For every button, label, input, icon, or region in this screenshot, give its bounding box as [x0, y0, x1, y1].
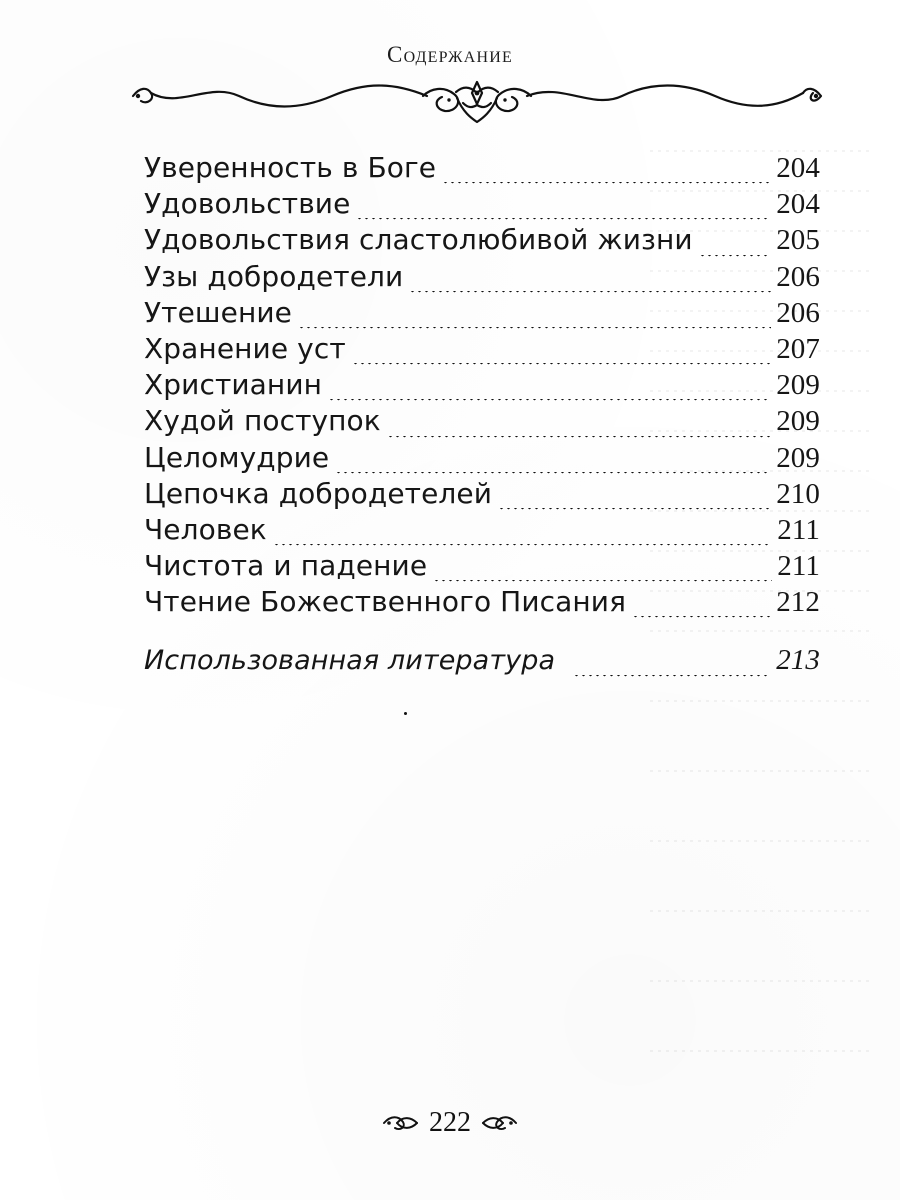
- dot-leader: [433, 580, 772, 582]
- toc-entry-page: 210: [776, 477, 820, 510]
- toc-row: [144, 259, 820, 299]
- toc-row: [144, 440, 820, 480]
- toc-entry-page: 211: [777, 513, 820, 546]
- dot-leader: [498, 508, 771, 510]
- toc-entry-page: 209: [776, 405, 820, 438]
- show-through-line: [650, 700, 870, 702]
- toc-entry-page: 207: [776, 332, 820, 365]
- dot-leader: [442, 182, 771, 184]
- small-dot-mark: [404, 712, 407, 715]
- toc-row: [144, 331, 820, 371]
- table-of-contents: [144, 151, 820, 683]
- toc-row: [144, 404, 820, 443]
- toc-entry-page: 211: [777, 550, 820, 583]
- toc-entry-title: Узы добродетели: [144, 259, 404, 293]
- dot-leader: [573, 675, 771, 677]
- toc-row: [144, 187, 820, 226]
- toc-entry-page: 212: [776, 586, 820, 619]
- page-number: 222: [429, 1107, 471, 1138]
- toc-entry-title: Человек: [144, 512, 267, 546]
- show-through-line: [650, 840, 870, 842]
- toc-row: [144, 295, 820, 335]
- toc-entry-title: Хранение уст: [144, 331, 346, 365]
- literature-title: Использованная литература: [144, 645, 556, 677]
- toc-entry-page: 204: [776, 188, 820, 221]
- toc-entry-title: Целомудрие: [144, 440, 330, 474]
- show-through-line: [650, 910, 870, 912]
- dot-leader: [298, 327, 771, 329]
- toc-entry-page: 204: [776, 152, 820, 184]
- toc-entry-title: Худой поступок: [144, 404, 381, 438]
- dot-leader: [632, 616, 771, 618]
- page-number-footer: [0, 1107, 900, 1142]
- dot-leader: [352, 363, 771, 365]
- toc-entry-title: Цепочка добродетелей: [144, 476, 493, 510]
- toc-entry-page: 205: [776, 224, 820, 257]
- dot-leader: [356, 218, 771, 220]
- page-number-wrap: [381, 1107, 519, 1139]
- decorative-divider-icon: [127, 78, 827, 128]
- toc-row: [144, 368, 820, 407]
- toc-row: [144, 585, 820, 624]
- toc-row: [144, 151, 820, 190]
- toc-row: [144, 476, 820, 516]
- toc-entry-title: Уверенность в Боге: [144, 151, 437, 184]
- toc-entry-title: Христианин: [144, 368, 323, 402]
- toc-entry-page: 206: [776, 260, 820, 293]
- toc-entry-title: Удовольствие: [144, 187, 351, 221]
- dot-leader: [328, 399, 771, 401]
- folio-right-ornament-icon: [479, 1112, 519, 1134]
- show-through-line: [650, 980, 870, 982]
- toc-entry-page: 209: [776, 369, 820, 402]
- dot-leader: [387, 436, 771, 438]
- show-through-line: [650, 770, 870, 772]
- toc-entry-title: Удовольствия сластолюбивой жизни: [144, 223, 693, 257]
- dot-leader: [699, 255, 771, 257]
- toc-entry-title: Утешение: [144, 295, 292, 329]
- dot-leader: [335, 472, 771, 474]
- folio-left-ornament-icon: [381, 1112, 421, 1134]
- toc-entry-page: 206: [776, 296, 820, 329]
- toc-entry-title: Чистота и падение: [144, 549, 428, 583]
- toc-entry-page: 209: [776, 441, 820, 474]
- dot-leader: [273, 544, 772, 546]
- running-head-title: Содержание: [387, 42, 513, 67]
- toc-row: [144, 549, 820, 588]
- literature-page: 213: [776, 644, 820, 677]
- dot-leader: [409, 291, 771, 293]
- literature-entry: [144, 646, 820, 682]
- show-through-line: [650, 150, 870, 152]
- toc-entry-title: Чтение Божественного Писания: [144, 585, 627, 619]
- toc-row: [144, 512, 820, 552]
- toc-row: [144, 223, 820, 262]
- show-through-line: [650, 1050, 870, 1052]
